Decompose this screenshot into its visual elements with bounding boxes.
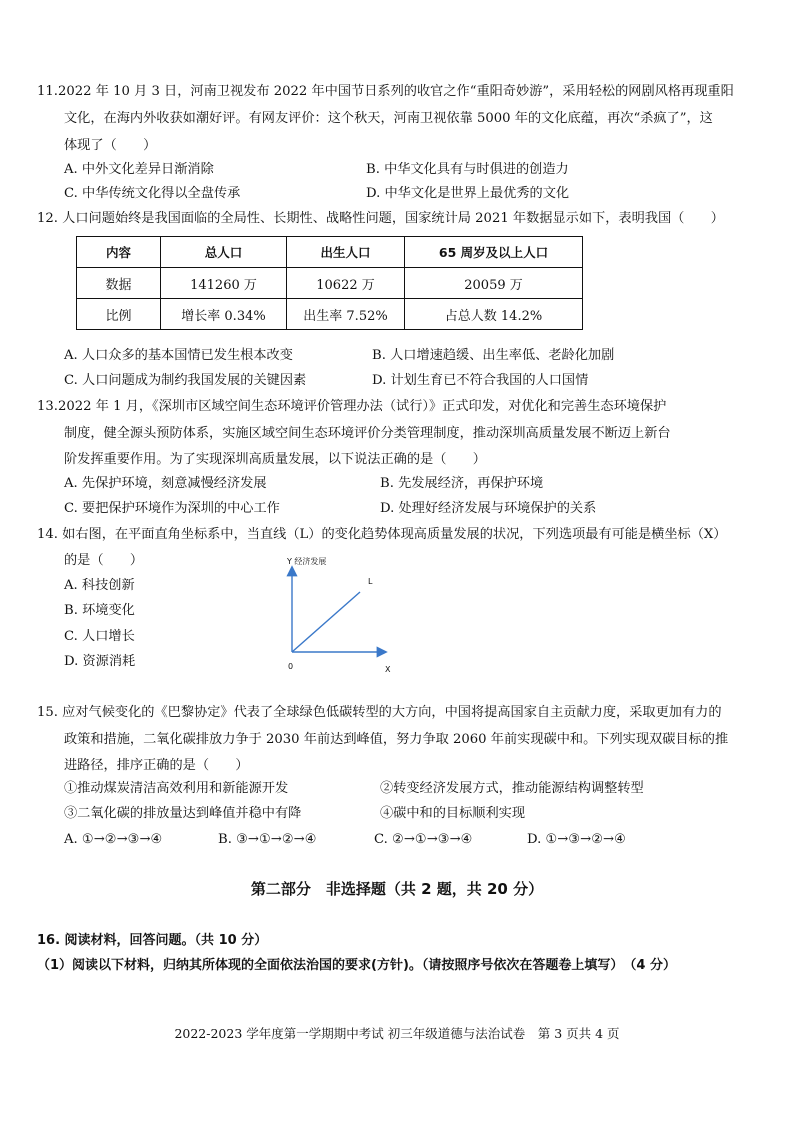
page-footer: 2022-2023 学年度第一学期期中考试 初三年级道德与法治试卷 第 3 页共 4 页 — [174, 1026, 620, 1041]
q11-option-b: B. 中华文化具有与时俱进的创造力 — [366, 162, 569, 177]
table-header-cell: 出生人口 — [287, 237, 405, 268]
q11-stem-line-1: 11.2022 年 10 月 3 日，河南卫视发布 2022 年中国节日系列的收官之作“重阳奇妙游”，采用轻松的网剧风格再现重阳 — [37, 84, 734, 99]
q11-stem-line-2: 文化，在海内外收获如潮好评。有网友评价：这个秋天，河南卫视依靠 5000 年的文化底蕴，再次“杀疯了”，这 — [64, 111, 713, 126]
q15-item-3: ③二氧化碳的排放量达到峰值并稳中有降 — [64, 806, 302, 821]
q11-stem-line-3: 体现了（ ） — [64, 138, 157, 153]
q14-stem-line-1: 14. 如右图，在平面直角坐标系中，当直线（L）的变化趋势体现高质量发展的状况，下列选项最有可能是横坐标（X） — [37, 527, 727, 542]
table-cell: 10622 万 — [287, 268, 405, 299]
q15-item-4: ④碳中和的目标顺利实现 — [380, 806, 526, 821]
q12-stem: 12. 人口问题始终是我国面临的全局性、长期性、战略性问题，国家统计局 2021 年数据显示如下，表明我国（ ） — [37, 211, 724, 226]
q15-item-1: ①推动煤炭清洁高效利用和新能源开发 — [64, 781, 289, 796]
q15-stem-line-2: 政策和措施，二氧化碳排放力争于 2030 年前达到峰值，努力争取 2060 年前实现碳中和。下列实现双碳目标的推 — [64, 732, 729, 747]
q15-option-a: A. ①→②→③→④ — [64, 832, 163, 847]
table-cell: 占总人数 14.2% — [405, 299, 583, 330]
table-cell: 比例 — [77, 299, 161, 330]
q16-stem: 16. 阅读材料，回答问题。（共 10 分） — [37, 933, 268, 948]
q16-subquestion-1: （1）阅读以下材料，归纳其所体现的全面依法治国的要求(方针)。（请按照序号依次在答题卷上填写） （4 分） — [37, 958, 677, 973]
origin-label: 0 — [288, 662, 294, 671]
q14-option-d: D. 资源消耗 — [64, 654, 136, 669]
table-cell: 141260 万 — [161, 268, 287, 299]
table-header-cell: 内容 — [77, 237, 161, 268]
table-header-row — [77, 237, 583, 268]
population-table — [76, 236, 583, 330]
line-l — [292, 592, 360, 652]
q12-option-d: D. 计划生育已不符合我国的人口国情 — [372, 373, 589, 388]
q13-option-a: A. 先保护环境，刻意减慢经济发展 — [64, 476, 267, 491]
section-title: 第二部分 非选择题（共 2 题，共 20 分） — [250, 880, 544, 898]
q13-stem-line-1: 13.2022 年 1 月，《深圳市区域空间生态环境评价管理办法（试行）》正式印发，对优化和完善生态环境保护 — [37, 399, 667, 414]
q15-option-d: D. ①→③→②→④ — [527, 832, 626, 847]
q13-option-b: B. 先发展经济，再保护环境 — [380, 476, 544, 491]
table-header-cell: 65 周岁及以上人口 — [405, 237, 583, 268]
q13-option-d: D. 处理好经济发展与环境保护的关系 — [380, 501, 597, 516]
q11-option-c: C. 中华传统文化得以全盘传承 — [64, 186, 241, 201]
table-cell: 增长率 0.34% — [161, 299, 287, 330]
q13-stem-line-2: 制度，健全源头预防体系，实施区域空间生态环境评价分类管理制度，推动深圳高质量发展不断迈上新台 — [64, 426, 671, 441]
y-axis-label: Y 经济发展 — [287, 557, 327, 566]
line-label: L — [368, 577, 373, 586]
q12-option-c: C. 人口问题成为制约我国发展的关键因素 — [64, 373, 307, 388]
q12-option-b: B. 人口增速趋缓、出生率低、老龄化加剧 — [372, 348, 615, 363]
q14-stem-line-2: 的是（ ） — [64, 553, 144, 568]
q14-option-c: C. 人口增长 — [64, 629, 135, 644]
q13-option-c: C. 要把保护环境作为深圳的中心工作 — [64, 501, 280, 516]
q14-option-b: B. 环境变化 — [64, 603, 135, 618]
q15-stem-line-3: 进路径，排序正确的是（ ） — [64, 758, 249, 773]
q14-option-a: A. 科技创新 — [64, 578, 135, 593]
q12-option-a: A. 人口众多的基本国情已发生根本改变 — [64, 348, 293, 363]
x-axis-label: X — [385, 665, 391, 674]
table-row — [77, 268, 583, 299]
q11-option-d: D. 中华文化是世界上最优秀的文化 — [366, 186, 570, 201]
table-cell: 20059 万 — [405, 268, 583, 299]
q15-option-b: B. ③→①→②→④ — [218, 832, 317, 847]
q15-item-2: ②转变经济发展方式，推动能源结构调整转型 — [380, 781, 644, 796]
table-cell: 数据 — [77, 268, 161, 299]
table-header-cell: 总人口 — [161, 237, 287, 268]
q15-option-c: C. ②→①→③→④ — [374, 832, 473, 847]
q11-option-a: A. 中外文化差异日渐消除 — [64, 162, 214, 177]
q15-stem-line-1: 15. 应对气候变化的《巴黎协定》代表了全球绿色低碳转型的大方向，中国将提高国家自主贡献力度，采取更加有力的 — [37, 705, 722, 720]
table-row — [77, 299, 583, 330]
q13-stem-line-3: 阶发挥重要作用。为了实现深圳高质量发展，以下说法正确的是（ ） — [64, 452, 486, 467]
coordinate-graph — [270, 550, 410, 680]
table-cell: 出生率 7.52% — [287, 299, 405, 330]
